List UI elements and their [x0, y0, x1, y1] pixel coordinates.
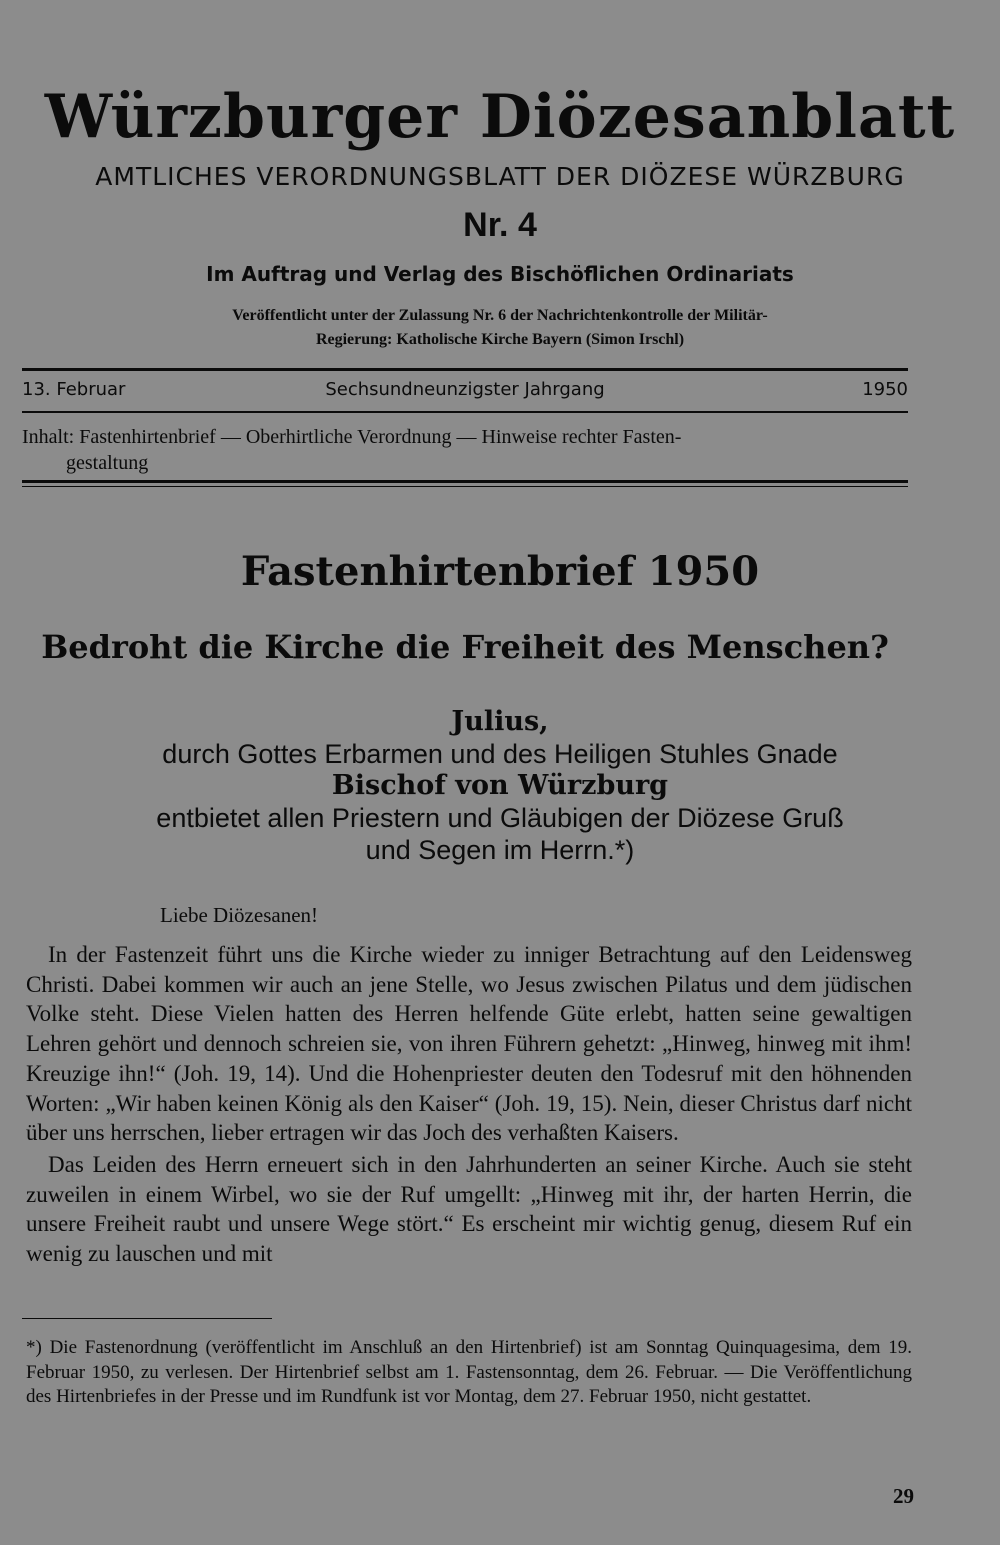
- footnote-rule: [22, 1318, 272, 1319]
- header-rule-middle: [22, 411, 908, 413]
- bishop-name: Julius,: [451, 706, 549, 737]
- issue-year: 1950: [862, 379, 908, 400]
- greeting-line-2: und Segen im Herrn.*): [365, 835, 635, 865]
- contents-rule-bottom: [22, 486, 908, 487]
- body-paragraph: In der Fastenzeit führt uns die Kirche wieder zu inniger Betrachtung auf den Leidensweg Christi. Dabei kommen wir auch an jene Stelle, wo Jesus zwischen Pilatus und dem jüdischen Volke steht. Diese Vielen hatten des Herren helfende Güte erlebt, hatten seine gewaltigen Lehren gehört und dennoch schreien sie, von ihren Führern gehetzt: „Hinweg, hinweg mit ihm! Kreuzige ihn!“ (Joh. 19, 14). Und die Hohenpriester deuten den Todesruf mit den höhnenden Worten: „Wir haben keinen König als den Kaiser“ (Joh. 19, 15). Nein, dieser Christus darf nicht über uns herrschen, lieber ertragen wir das Joch des verhaßten Kaisers.: [26, 942, 912, 1146]
- footnote: [26, 1336, 912, 1410]
- article-body: [26, 940, 912, 1269]
- issue-number: Nr. 4: [463, 206, 537, 244]
- grace-line: durch Gottes Erbarmen und des Heiligen Stuhles Gnade: [162, 739, 838, 769]
- salutation: Liebe Diözesanen!: [160, 903, 319, 927]
- article-heading: Fastenhirtenbrief 1950: [240, 548, 760, 595]
- article-subheading: Bedroht die Kirche die Freiheit des Menschen?: [41, 628, 889, 666]
- bishop-title: Bischof von Würzburg: [331, 770, 669, 801]
- greeting-line-1: entbietet allen Priestern und Gläubigen der Diözese Gruß: [156, 803, 844, 833]
- contents-line-2: gestaltung: [66, 452, 149, 474]
- dateline: [22, 379, 908, 405]
- publisher-line: Im Auftrag und Verlag des Bischöflichen Ordinariats: [206, 262, 794, 286]
- licence-notice-line-1: Veröffentlicht unter der Zulassung Nr. 6 der Nachrichtenkontrolle der Militär-: [232, 307, 768, 324]
- body-paragraph: Das Leiden des Herrn erneuert sich in den Jahrhunderten an seiner Kirche. Auch sie steht zuweilen in einem Wirbel, wo sie der Ruf umgellt: „Hinweg mit ihr, der harten Herrin, die unsere Freiheit raubt und unsere Wege stört.“ Es erscheint mir wichtig genug, diesem Ruf ein wenig zu lauschen und mit: [26, 1151, 912, 1267]
- volume-label: Sechsundneunzigster Jahrgang: [325, 379, 605, 400]
- bishop-greeting: [0, 706, 1000, 866]
- masthead-subtitle: AMTLICHES VERORDNUNGSBLATT DER DIÖZESE WÜRZBURG: [95, 162, 905, 191]
- header-rule-top: [22, 368, 908, 371]
- licence-notice: [0, 304, 1000, 352]
- page-number: 29: [893, 1484, 914, 1508]
- table-of-contents: [22, 424, 908, 476]
- contents-line-1: Inhalt: Fastenhirtenbrief — Oberhirtliche Verordnung — Hinweise rechter Fasten-: [22, 426, 682, 448]
- licence-notice-line-2: Regierung: Katholische Kirche Bayern (Simon Irschl): [315, 331, 685, 348]
- issue-date: 13. Februar: [22, 379, 126, 400]
- masthead-title: Würzburger Diözesanblatt: [44, 82, 956, 152]
- footnote-text: *) Die Fastenordnung (veröffentlicht im Anschluß an den Hirtenbrief) ist am Sonntag Quinquagesima, dem 19. Februar 1950, zu verlesen. Der Hirtenbrief selbst am 1. Fastensonntag, dem 26. Februar. — Die Veröffentlichung des Hirtenbriefes in der Presse und im Rundfunk ist vor Montag, dem 27. Februar 1950, nicht gestattet.: [26, 1337, 912, 1407]
- contents-rule-top: [22, 480, 908, 483]
